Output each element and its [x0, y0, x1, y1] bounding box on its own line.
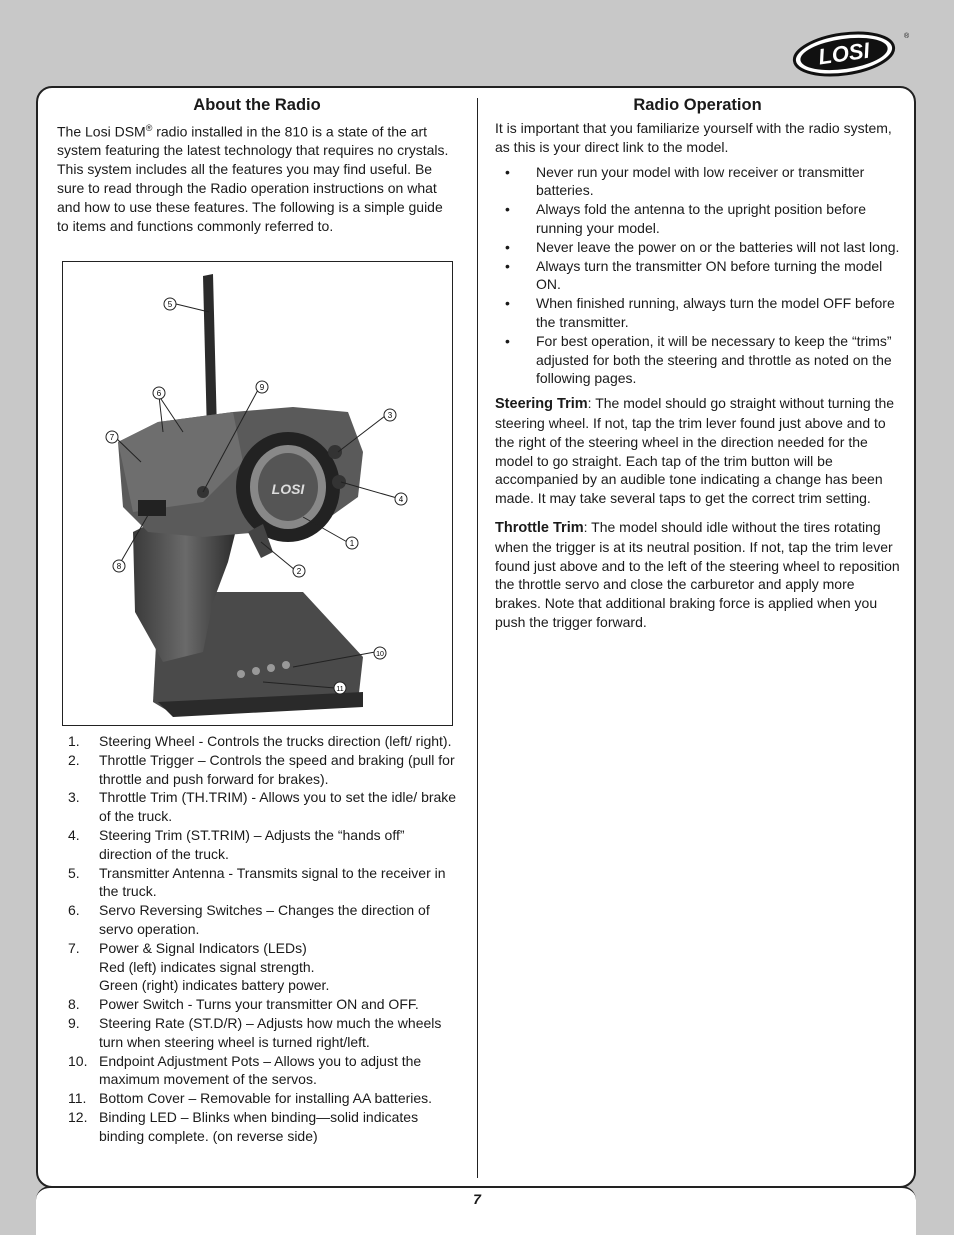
- callout-11: [334, 682, 346, 694]
- callout-1: [346, 537, 358, 549]
- svg-text:4: 4: [398, 495, 404, 504]
- radio-operation-heading: Radio Operation: [633, 96, 762, 114]
- list-item: • Never leave the power on or the batteries will not last long.: [505, 238, 900, 255]
- radio-operation-section: [495, 96, 900, 632]
- svg-text:10: 10: [376, 651, 384, 658]
- svg-text:6: 6: [156, 389, 162, 398]
- callout-3: [384, 409, 396, 421]
- feature-list: [62, 732, 457, 1146]
- list-item: 1. Steering Wheel - Controls the trucks direction (left/ right).: [68, 733, 452, 749]
- page-number: 7: [473, 1191, 481, 1207]
- svg-text:1: 1: [349, 539, 355, 548]
- callout-8: [113, 560, 125, 572]
- list-item: 4. Steering Trim (ST.TRIM) – Adjusts the “hands off” direction of the truck.: [68, 826, 405, 862]
- steering-trim-paragraph: Steering Trim: The model should go straight without turning the steering wheel. If not, tap the trim lever found just above and to the right of the steering wheel in the direction needed for the model to go straight. Each tap of the trim button will be accompanied by an audible tone indicating a change has been made. It may take several taps to get the correct trim setting.: [495, 395, 895, 507]
- svg-text:9: 9: [259, 383, 265, 392]
- callout-6: [153, 387, 165, 399]
- list-item: 2. Throttle Trigger – Controls the speed and braking (pull for throttle and push forward for brakes).: [68, 751, 455, 787]
- transmitter-illustration: [63, 262, 452, 725]
- callout-4: [395, 493, 407, 505]
- list-item: • For best operation, it will be necessary to keep the “trims” adjusted for both the steering and throttle as noted on the following pages.: [505, 332, 892, 387]
- list-item: • Always fold the antenna to the upright position before running your model.: [505, 201, 866, 236]
- svg-text:11: 11: [336, 686, 344, 693]
- logo-wordmark: LOSI: [816, 37, 872, 70]
- list-item: 8. Power Switch - Turns your transmitter ON and OFF.: [68, 996, 419, 1013]
- callout-5: [164, 298, 176, 310]
- about-radio-intro: The Losi DSM® radio installed in the 810 is a state of the art system featuring the latest technology that requires no crystals. This system includes all the features you may find useful. Be sure to read through the Radio operation instructions on what and how to use these features. The following is a simple guide to items and functions commonly referred to.: [57, 123, 449, 234]
- operation-bullets: [495, 163, 900, 389]
- svg-text:7: 7: [109, 433, 115, 442]
- throttle-trim-paragraph: Throttle Trim: The model should idle without the tires rotating when the trigger is at its neutral position. If not, tap the trim lever found just above and to the left of the steering wheel to reposition the throttle servo and close the carburetor and apply more brakes. Note that additional braking force is applied when you push the trigger forward.: [495, 518, 900, 630]
- callout-9: [256, 381, 268, 393]
- about-radio-heading: About the Radio: [193, 96, 321, 114]
- list-item: • Never run your model with low receiver or transmitter batteries.: [505, 163, 865, 199]
- transmitter-figure: [62, 261, 453, 726]
- list-item: 11. Bottom Cover – Removable for installing AA batteries.: [68, 1090, 433, 1107]
- throttle-trim-label: Throttle Trim: [495, 519, 584, 536]
- registered-mark: ®: [904, 33, 910, 40]
- column-divider: [477, 98, 478, 1178]
- callout-10: [374, 647, 386, 659]
- svg-text:5: 5: [167, 300, 173, 309]
- list-item: 7. Power & Signal Indicators (LEDs) Red (left) indicates signal strength. Green (right) indicates battery power.: [68, 939, 330, 994]
- list-item: 10. Endpoint Adjustment Pots – Allows you to adjust the maximum movement of the servos.: [68, 1052, 422, 1088]
- about-radio-section: [57, 96, 457, 235]
- svg-text:8: 8: [116, 562, 122, 571]
- radio-operation-intro: It is important that you familiarize yourself with the radio system, as this is your direct link to the model.: [495, 120, 892, 155]
- list-item: 12. Binding LED – Blinks when binding—solid indicates binding complete. (on reverse side): [68, 1108, 419, 1144]
- steering-trim-label: Steering Trim: [495, 396, 588, 413]
- list-item: 6. Servo Reversing Switches – Changes the direction of servo operation.: [68, 902, 430, 937]
- list-item: • Always turn the transmitter ON before turning the model ON.: [505, 257, 883, 293]
- svg-text:3: 3: [387, 411, 393, 420]
- svg-text:2: 2: [296, 567, 302, 576]
- callout-7: [106, 431, 118, 443]
- svg-text:LOSI: LOSI: [271, 481, 305, 497]
- losi-logo: [792, 28, 912, 78]
- list-item: 5. Transmitter Antenna - Transmits signal to the receiver in the truck.: [68, 864, 446, 900]
- callout-2: [293, 565, 305, 577]
- list-item: 9. Steering Rate (ST.D/R) – Adjusts how much the wheels turn when steering wheel is turned right/left.: [68, 1014, 442, 1050]
- list-item: 3. Throttle Trim (TH.TRIM) - Allows you to set the idle/ brake of the truck.: [68, 789, 457, 825]
- list-item: • When finished running, always turn the model OFF before the transmitter.: [505, 295, 895, 330]
